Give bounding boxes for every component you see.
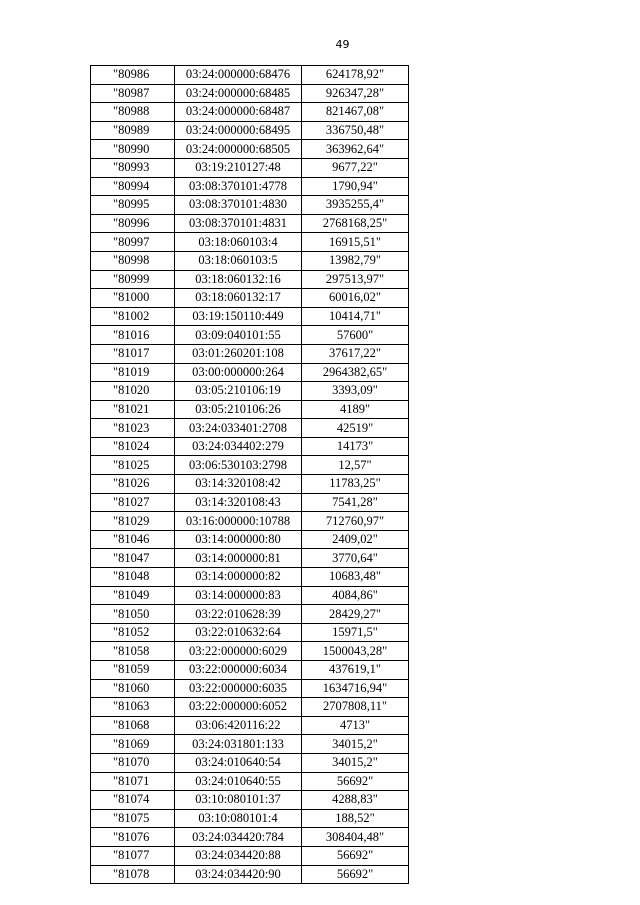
table-row bbox=[91, 437, 409, 456]
value-cell: 10414,71" bbox=[302, 307, 409, 326]
row-id-cell: "81000 bbox=[91, 289, 175, 308]
row-id-cell: "81019 bbox=[91, 363, 175, 382]
row-id-cell: "80996 bbox=[91, 214, 175, 233]
row-id-cell: "81069 bbox=[91, 735, 175, 754]
cadastral-number-cell: 03:19:210127:48 bbox=[175, 158, 302, 177]
value-cell: 821467,08" bbox=[302, 103, 409, 122]
row-id-cell: "81075 bbox=[91, 809, 175, 828]
row-id-cell: "81050 bbox=[91, 605, 175, 624]
row-id-cell: "80997 bbox=[91, 233, 175, 252]
cadastral-number-cell: 03:01:260201:108 bbox=[175, 344, 302, 363]
row-id-cell: "81023 bbox=[91, 419, 175, 438]
cadastral-number-cell: 03:24:033401:2708 bbox=[175, 419, 302, 438]
table-row bbox=[91, 716, 409, 735]
row-id-cell: "81027 bbox=[91, 493, 175, 512]
value-cell: 2409,02" bbox=[302, 530, 409, 549]
table-row bbox=[91, 84, 409, 103]
value-cell: 2964382,65" bbox=[302, 363, 409, 382]
table-row bbox=[91, 326, 409, 345]
value-cell: 11783,25" bbox=[302, 475, 409, 494]
row-id-cell: "81025 bbox=[91, 456, 175, 475]
cadastral-number-cell: 03:14:000000:82 bbox=[175, 568, 302, 587]
value-cell: 3770,64" bbox=[302, 549, 409, 568]
table-row bbox=[91, 661, 409, 680]
cadastral-number-cell: 03:22:010632:64 bbox=[175, 623, 302, 642]
value-cell: 10683,48" bbox=[302, 568, 409, 587]
cadastral-number-cell: 03:24:010640:54 bbox=[175, 753, 302, 772]
row-id-cell: "81026 bbox=[91, 475, 175, 494]
value-cell: 712760,97" bbox=[302, 512, 409, 531]
cadastral-number-cell: 03:10:080101:4 bbox=[175, 809, 302, 828]
row-id-cell: "81071 bbox=[91, 772, 175, 791]
table-row bbox=[91, 66, 409, 85]
table-row bbox=[91, 344, 409, 363]
table-row bbox=[91, 642, 409, 661]
cadastral-number-cell: 03:08:370101:4778 bbox=[175, 177, 302, 196]
row-id-cell: "81060 bbox=[91, 679, 175, 698]
value-cell: 188,52" bbox=[302, 809, 409, 828]
table-row bbox=[91, 307, 409, 326]
value-cell: 2707808,11" bbox=[302, 698, 409, 717]
row-id-cell: "80986 bbox=[91, 66, 175, 85]
value-cell: 4084,86" bbox=[302, 586, 409, 605]
cadastral-number-cell: 03:18:060103:5 bbox=[175, 251, 302, 270]
value-cell: 437619,1" bbox=[302, 661, 409, 680]
cadastral-number-cell: 03:05:210106:19 bbox=[175, 382, 302, 401]
row-id-cell: "81049 bbox=[91, 586, 175, 605]
cadastral-number-cell: 03:24:000000:68487 bbox=[175, 103, 302, 122]
cadastral-number-cell: 03:24:000000:68476 bbox=[175, 66, 302, 85]
cadastral-number-cell: 03:08:370101:4830 bbox=[175, 196, 302, 215]
table-row bbox=[91, 400, 409, 419]
row-id-cell: "81070 bbox=[91, 753, 175, 772]
cadastral-number-cell: 03:18:060103:4 bbox=[175, 233, 302, 252]
value-cell: 15971,5" bbox=[302, 623, 409, 642]
value-cell: 3393,09" bbox=[302, 382, 409, 401]
table-row bbox=[91, 679, 409, 698]
value-cell: 34015,2" bbox=[302, 735, 409, 754]
row-id-cell: "80995 bbox=[91, 196, 175, 215]
row-id-cell: "81017 bbox=[91, 344, 175, 363]
cadastral-number-cell: 03:14:000000:80 bbox=[175, 530, 302, 549]
cadastral-number-cell: 03:24:034420:784 bbox=[175, 828, 302, 847]
row-id-cell: "81078 bbox=[91, 865, 175, 884]
table-row bbox=[91, 419, 409, 438]
table-row bbox=[91, 289, 409, 308]
row-id-cell: "81047 bbox=[91, 549, 175, 568]
cadastral-number-cell: 03:22:000000:6035 bbox=[175, 679, 302, 698]
table-row bbox=[91, 623, 409, 642]
row-id-cell: "81029 bbox=[91, 512, 175, 531]
cadastral-number-cell: 03:06:530103:2798 bbox=[175, 456, 302, 475]
cadastral-number-cell: 03:24:034402:279 bbox=[175, 437, 302, 456]
table-row bbox=[91, 586, 409, 605]
value-cell: 926347,28" bbox=[302, 84, 409, 103]
row-id-cell: "81058 bbox=[91, 642, 175, 661]
value-cell: 28429,27" bbox=[302, 605, 409, 624]
value-cell: 1634716,94" bbox=[302, 679, 409, 698]
row-id-cell: "81077 bbox=[91, 846, 175, 865]
value-cell: 60016,02" bbox=[302, 289, 409, 308]
cadastral-number-cell: 03:22:010628:39 bbox=[175, 605, 302, 624]
row-id-cell: "80988 bbox=[91, 103, 175, 122]
row-id-cell: "80994 bbox=[91, 177, 175, 196]
row-id-cell: "81059 bbox=[91, 661, 175, 680]
value-cell: 4713" bbox=[302, 716, 409, 735]
cadastral-number-cell: 03:14:320108:42 bbox=[175, 475, 302, 494]
table-body bbox=[91, 66, 409, 884]
value-cell: 1500043,28" bbox=[302, 642, 409, 661]
row-id-cell: "81020 bbox=[91, 382, 175, 401]
cadastral-number-cell: 03:22:000000:6052 bbox=[175, 698, 302, 717]
table-row bbox=[91, 568, 409, 587]
cadastral-number-cell: 03:24:000000:68495 bbox=[175, 121, 302, 140]
table-row bbox=[91, 196, 409, 215]
value-cell: 9677,22" bbox=[302, 158, 409, 177]
table-row bbox=[91, 121, 409, 140]
table-row bbox=[91, 753, 409, 772]
table-row bbox=[91, 549, 409, 568]
table-row bbox=[91, 809, 409, 828]
value-cell: 336750,48" bbox=[302, 121, 409, 140]
row-id-cell: "81048 bbox=[91, 568, 175, 587]
cadastral-number-cell: 03:16:000000:10788 bbox=[175, 512, 302, 531]
cadastral-number-cell: 03:18:060132:17 bbox=[175, 289, 302, 308]
value-cell: 57600" bbox=[302, 326, 409, 345]
row-id-cell: "81076 bbox=[91, 828, 175, 847]
value-cell: 42519" bbox=[302, 419, 409, 438]
cadastral-number-cell: 03:24:000000:68505 bbox=[175, 140, 302, 159]
table-row bbox=[91, 270, 409, 289]
cadastral-number-cell: 03:19:150110:449 bbox=[175, 307, 302, 326]
value-cell: 56692" bbox=[302, 772, 409, 791]
cadastral-number-cell: 03:24:000000:68485 bbox=[175, 84, 302, 103]
cadastral-number-cell: 03:24:031801:133 bbox=[175, 735, 302, 754]
table-row bbox=[91, 214, 409, 233]
cadastral-number-cell: 03:24:034420:90 bbox=[175, 865, 302, 884]
value-cell: 2768168,25" bbox=[302, 214, 409, 233]
cadastral-number-cell: 03:14:320108:43 bbox=[175, 493, 302, 512]
cadastral-number-cell: 03:22:000000:6029 bbox=[175, 642, 302, 661]
cadastral-number-cell: 03:05:210106:26 bbox=[175, 400, 302, 419]
value-cell: 363962,64" bbox=[302, 140, 409, 159]
table-row bbox=[91, 158, 409, 177]
row-id-cell: "80990 bbox=[91, 140, 175, 159]
row-id-cell: "81046 bbox=[91, 530, 175, 549]
page-number: 49 bbox=[335, 38, 350, 51]
row-id-cell: "80998 bbox=[91, 251, 175, 270]
table-row bbox=[91, 846, 409, 865]
value-cell: 3935255,4" bbox=[302, 196, 409, 215]
cadastral-number-cell: 03:09:040101:55 bbox=[175, 326, 302, 345]
table-row bbox=[91, 698, 409, 717]
table-row bbox=[91, 456, 409, 475]
value-cell: 4288,83" bbox=[302, 791, 409, 810]
table-row bbox=[91, 140, 409, 159]
value-cell: 12,57" bbox=[302, 456, 409, 475]
value-cell: 624178,92" bbox=[302, 66, 409, 85]
table-row bbox=[91, 251, 409, 270]
table-row bbox=[91, 512, 409, 531]
cadastral-number-cell: 03:18:060132:16 bbox=[175, 270, 302, 289]
row-id-cell: "81074 bbox=[91, 791, 175, 810]
table-row bbox=[91, 382, 409, 401]
table-row bbox=[91, 177, 409, 196]
cadastral-number-cell: 03:10:080101:37 bbox=[175, 791, 302, 810]
cadastral-number-cell: 03:22:000000:6034 bbox=[175, 661, 302, 680]
table-row bbox=[91, 233, 409, 252]
row-id-cell: "81021 bbox=[91, 400, 175, 419]
cadastral-number-cell: 03:24:010640:55 bbox=[175, 772, 302, 791]
value-cell: 13982,79" bbox=[302, 251, 409, 270]
value-cell: 7541,28" bbox=[302, 493, 409, 512]
row-id-cell: "80987 bbox=[91, 84, 175, 103]
table-row bbox=[91, 530, 409, 549]
table-row bbox=[91, 493, 409, 512]
row-id-cell: "81016 bbox=[91, 326, 175, 345]
cadastral-number-cell: 03:00:000000:264 bbox=[175, 363, 302, 382]
value-cell: 56692" bbox=[302, 865, 409, 884]
row-id-cell: "80989 bbox=[91, 121, 175, 140]
data-table bbox=[90, 65, 409, 884]
cadastral-number-cell: 03:14:000000:83 bbox=[175, 586, 302, 605]
table-row bbox=[91, 475, 409, 494]
table-row bbox=[91, 828, 409, 847]
value-cell: 14173" bbox=[302, 437, 409, 456]
table-row bbox=[91, 605, 409, 624]
row-id-cell: "81063 bbox=[91, 698, 175, 717]
table-row bbox=[91, 791, 409, 810]
value-cell: 308404,48" bbox=[302, 828, 409, 847]
value-cell: 297513,97" bbox=[302, 270, 409, 289]
cadastral-number-cell: 03:08:370101:4831 bbox=[175, 214, 302, 233]
cadastral-number-cell: 03:24:034420:88 bbox=[175, 846, 302, 865]
table-row bbox=[91, 103, 409, 122]
table-row bbox=[91, 363, 409, 382]
value-cell: 34015,2" bbox=[302, 753, 409, 772]
row-id-cell: "81068 bbox=[91, 716, 175, 735]
value-cell: 1790,94" bbox=[302, 177, 409, 196]
value-cell: 56692" bbox=[302, 846, 409, 865]
table-row bbox=[91, 772, 409, 791]
row-id-cell: "80993 bbox=[91, 158, 175, 177]
row-id-cell: "81002 bbox=[91, 307, 175, 326]
cadastral-number-cell: 03:06:420116:22 bbox=[175, 716, 302, 735]
value-cell: 37617,22" bbox=[302, 344, 409, 363]
row-id-cell: "81024 bbox=[91, 437, 175, 456]
value-cell: 4189" bbox=[302, 400, 409, 419]
row-id-cell: "80999 bbox=[91, 270, 175, 289]
table-row bbox=[91, 735, 409, 754]
row-id-cell: "81052 bbox=[91, 623, 175, 642]
table-row bbox=[91, 865, 409, 884]
cadastral-number-cell: 03:14:000000:81 bbox=[175, 549, 302, 568]
value-cell: 16915,51" bbox=[302, 233, 409, 252]
